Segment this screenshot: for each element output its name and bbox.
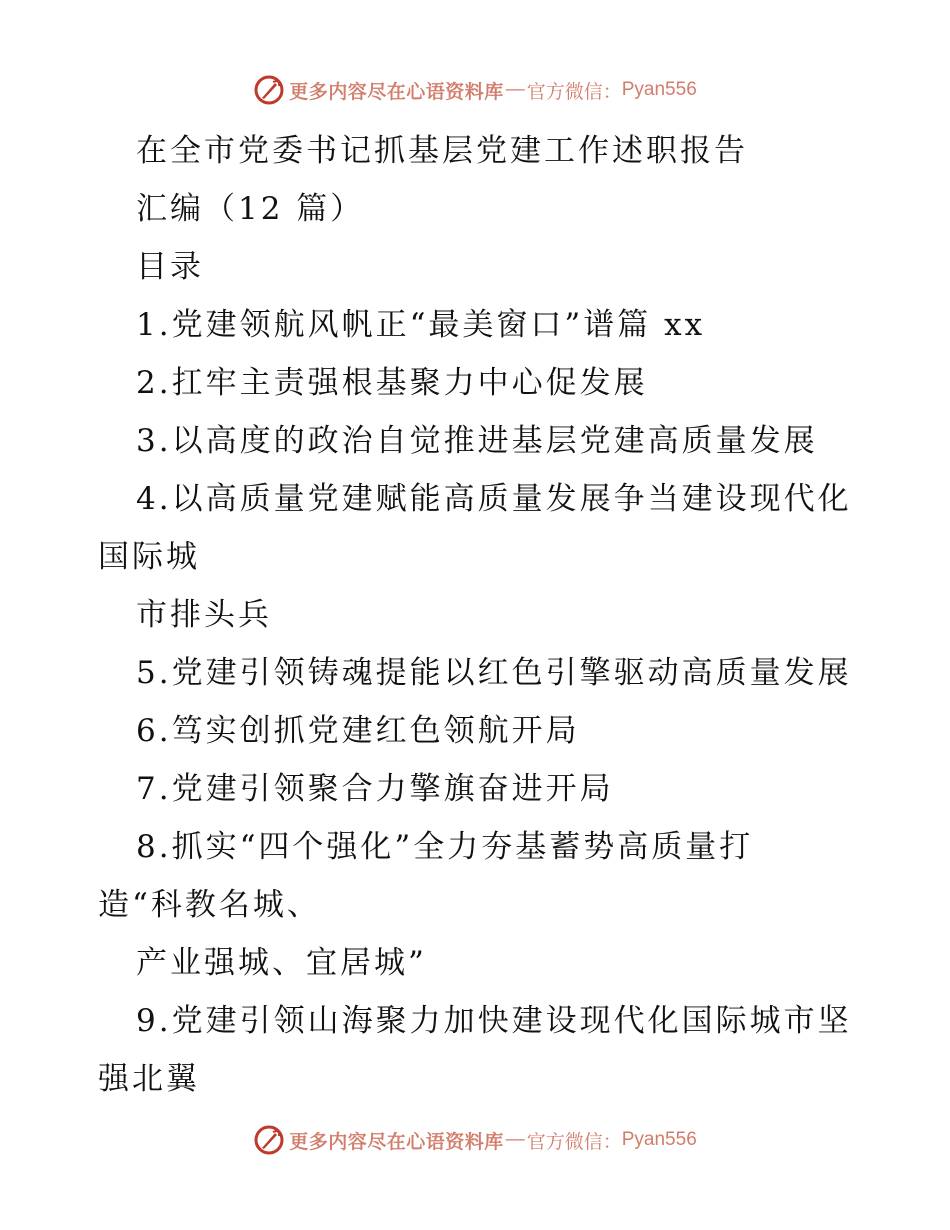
document-body: [98, 122, 908, 1108]
banner-wechat-label: 官方微信：: [526, 1130, 622, 1153]
banner-dash: —: [505, 1129, 525, 1150]
toc-item-continuation: 造“科教名城、: [98, 887, 321, 923]
quill-logo-icon: [253, 1124, 285, 1156]
footer-watermark-banner: [0, 1120, 950, 1160]
document-title-line-2: 汇编（12 篇）: [136, 191, 365, 227]
toc-item: 5.党建引领铸魂提能以红色引擎驱动高质量发展: [136, 655, 852, 691]
toc-item: 4.以高质量党建赋能高质量发展争当建设现代化: [136, 481, 852, 517]
toc-item: 7.党建引领聚合力擎旗奋进开局: [136, 771, 614, 807]
document-title-line-1: 在全市党委书记抓基层党建工作述职报告: [136, 133, 748, 169]
toc-item: 6.笃实创抓党建红色领航开局: [136, 713, 580, 749]
banner-account: Pyan556: [621, 79, 697, 100]
banner-wechat-label: 官方微信：: [526, 80, 622, 103]
toc-item: 1.党建领航风帆正“最美窗口”谱篇 xx: [136, 307, 706, 343]
quill-logo-icon: [253, 74, 285, 106]
toc-item: 9.党建引领山海聚力加快建设现代化国际城市坚: [136, 1003, 852, 1039]
toc-item: 8.抓实“四个强化”全力夯基蓄势高质量打: [136, 829, 754, 865]
toc-item: 2.扛牢主责强根基聚力中心促发展: [136, 365, 648, 401]
banner-account: Pyan556: [621, 1129, 697, 1150]
banner-dash: —: [505, 79, 525, 100]
toc-heading: 目录: [136, 249, 204, 285]
header-watermark-banner: [0, 70, 950, 110]
toc-item: 3.以高度的政治自觉推进基层党建高质量发展: [136, 423, 818, 459]
banner-site-text: 更多内容尽在心语资料库: [289, 80, 504, 103]
banner-site-text: 更多内容尽在心语资料库: [289, 1130, 504, 1153]
toc-item-continuation: 市排头兵: [136, 597, 272, 633]
toc-item-continuation: 国际城: [98, 539, 200, 575]
toc-item-continuation: 产业强城、宜居城”: [136, 945, 427, 981]
toc-item-continuation: 强北翼: [98, 1061, 200, 1097]
